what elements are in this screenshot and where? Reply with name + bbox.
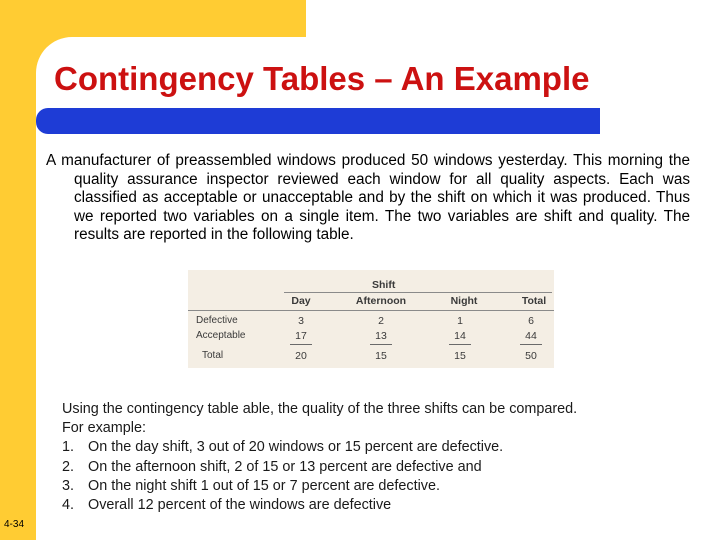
column-header-afternoon: Afternoon xyxy=(355,295,407,307)
table-cell: 20 xyxy=(295,350,307,362)
column-header-day: Day xyxy=(291,295,311,307)
sum-underline xyxy=(290,344,312,345)
list-number: 2. xyxy=(62,458,75,475)
list-text: On the afternoon shift, 2 of 15 or 13 percent are defective and xyxy=(88,458,482,475)
list-text: On the day shift, 3 out of 20 windows or 15 percent are defective. xyxy=(88,439,504,456)
sum-underline xyxy=(370,344,392,345)
table-cell: 6 xyxy=(528,315,534,327)
table-cell: 14 xyxy=(454,330,466,342)
table-cell: 13 xyxy=(375,330,387,342)
column-header-night: Night xyxy=(450,295,478,307)
table-cell: 15 xyxy=(454,350,466,362)
table-cell: 44 xyxy=(525,330,537,342)
list-text: Overall 12 percent of the windows are defective xyxy=(88,497,392,514)
table-cell: 3 xyxy=(298,315,304,327)
row-label-acceptable: Acceptable xyxy=(196,330,246,341)
table-cell: 1 xyxy=(457,315,463,327)
list-item xyxy=(62,438,582,457)
table-divider xyxy=(284,292,552,293)
table-cell: 50 xyxy=(525,350,537,362)
intro-text: A manufacturer of preassembled windows produced 50 windows yesterday. This morning the quality assurance inspector reviewed each window for all quality aspects. Each was classified as acceptable or unacceptable and by the shift on which it was produced. Thus we reported two variables on a single item. The two variables are shift and quality. The results are reported in the following table. xyxy=(46,152,690,244)
table-divider xyxy=(188,310,554,311)
conclusion-lead: Using the contingency table able, the quality of the three shifts can be compared. For example: xyxy=(62,401,578,437)
table-group-header: Shift xyxy=(372,279,396,291)
sum-underline xyxy=(520,344,542,345)
column-header-total: Total xyxy=(521,295,547,307)
intro-paragraph xyxy=(46,152,690,245)
conclusion-list xyxy=(62,438,582,515)
title-underline-bar xyxy=(36,108,600,134)
contingency-table xyxy=(188,270,554,368)
sum-underline xyxy=(449,344,471,345)
table-cell: 17 xyxy=(295,330,307,342)
row-label-total: Total xyxy=(202,350,224,361)
list-item xyxy=(62,496,582,515)
list-number: 1. xyxy=(62,439,75,456)
table-cell: 15 xyxy=(375,350,387,362)
row-label-defective: Defective xyxy=(196,315,238,326)
list-text: On the night shift 1 out of 15 or 7 percent are defective. xyxy=(88,477,440,494)
conclusion-block xyxy=(62,400,582,515)
list-number: 3. xyxy=(62,477,75,494)
slide-number: 4-34 xyxy=(4,519,25,530)
table-cell: 2 xyxy=(378,315,384,327)
list-item xyxy=(62,477,582,496)
list-number: 4. xyxy=(62,497,75,514)
slide-title: Contingency Tables – An Example xyxy=(54,60,590,97)
list-item xyxy=(62,458,582,477)
